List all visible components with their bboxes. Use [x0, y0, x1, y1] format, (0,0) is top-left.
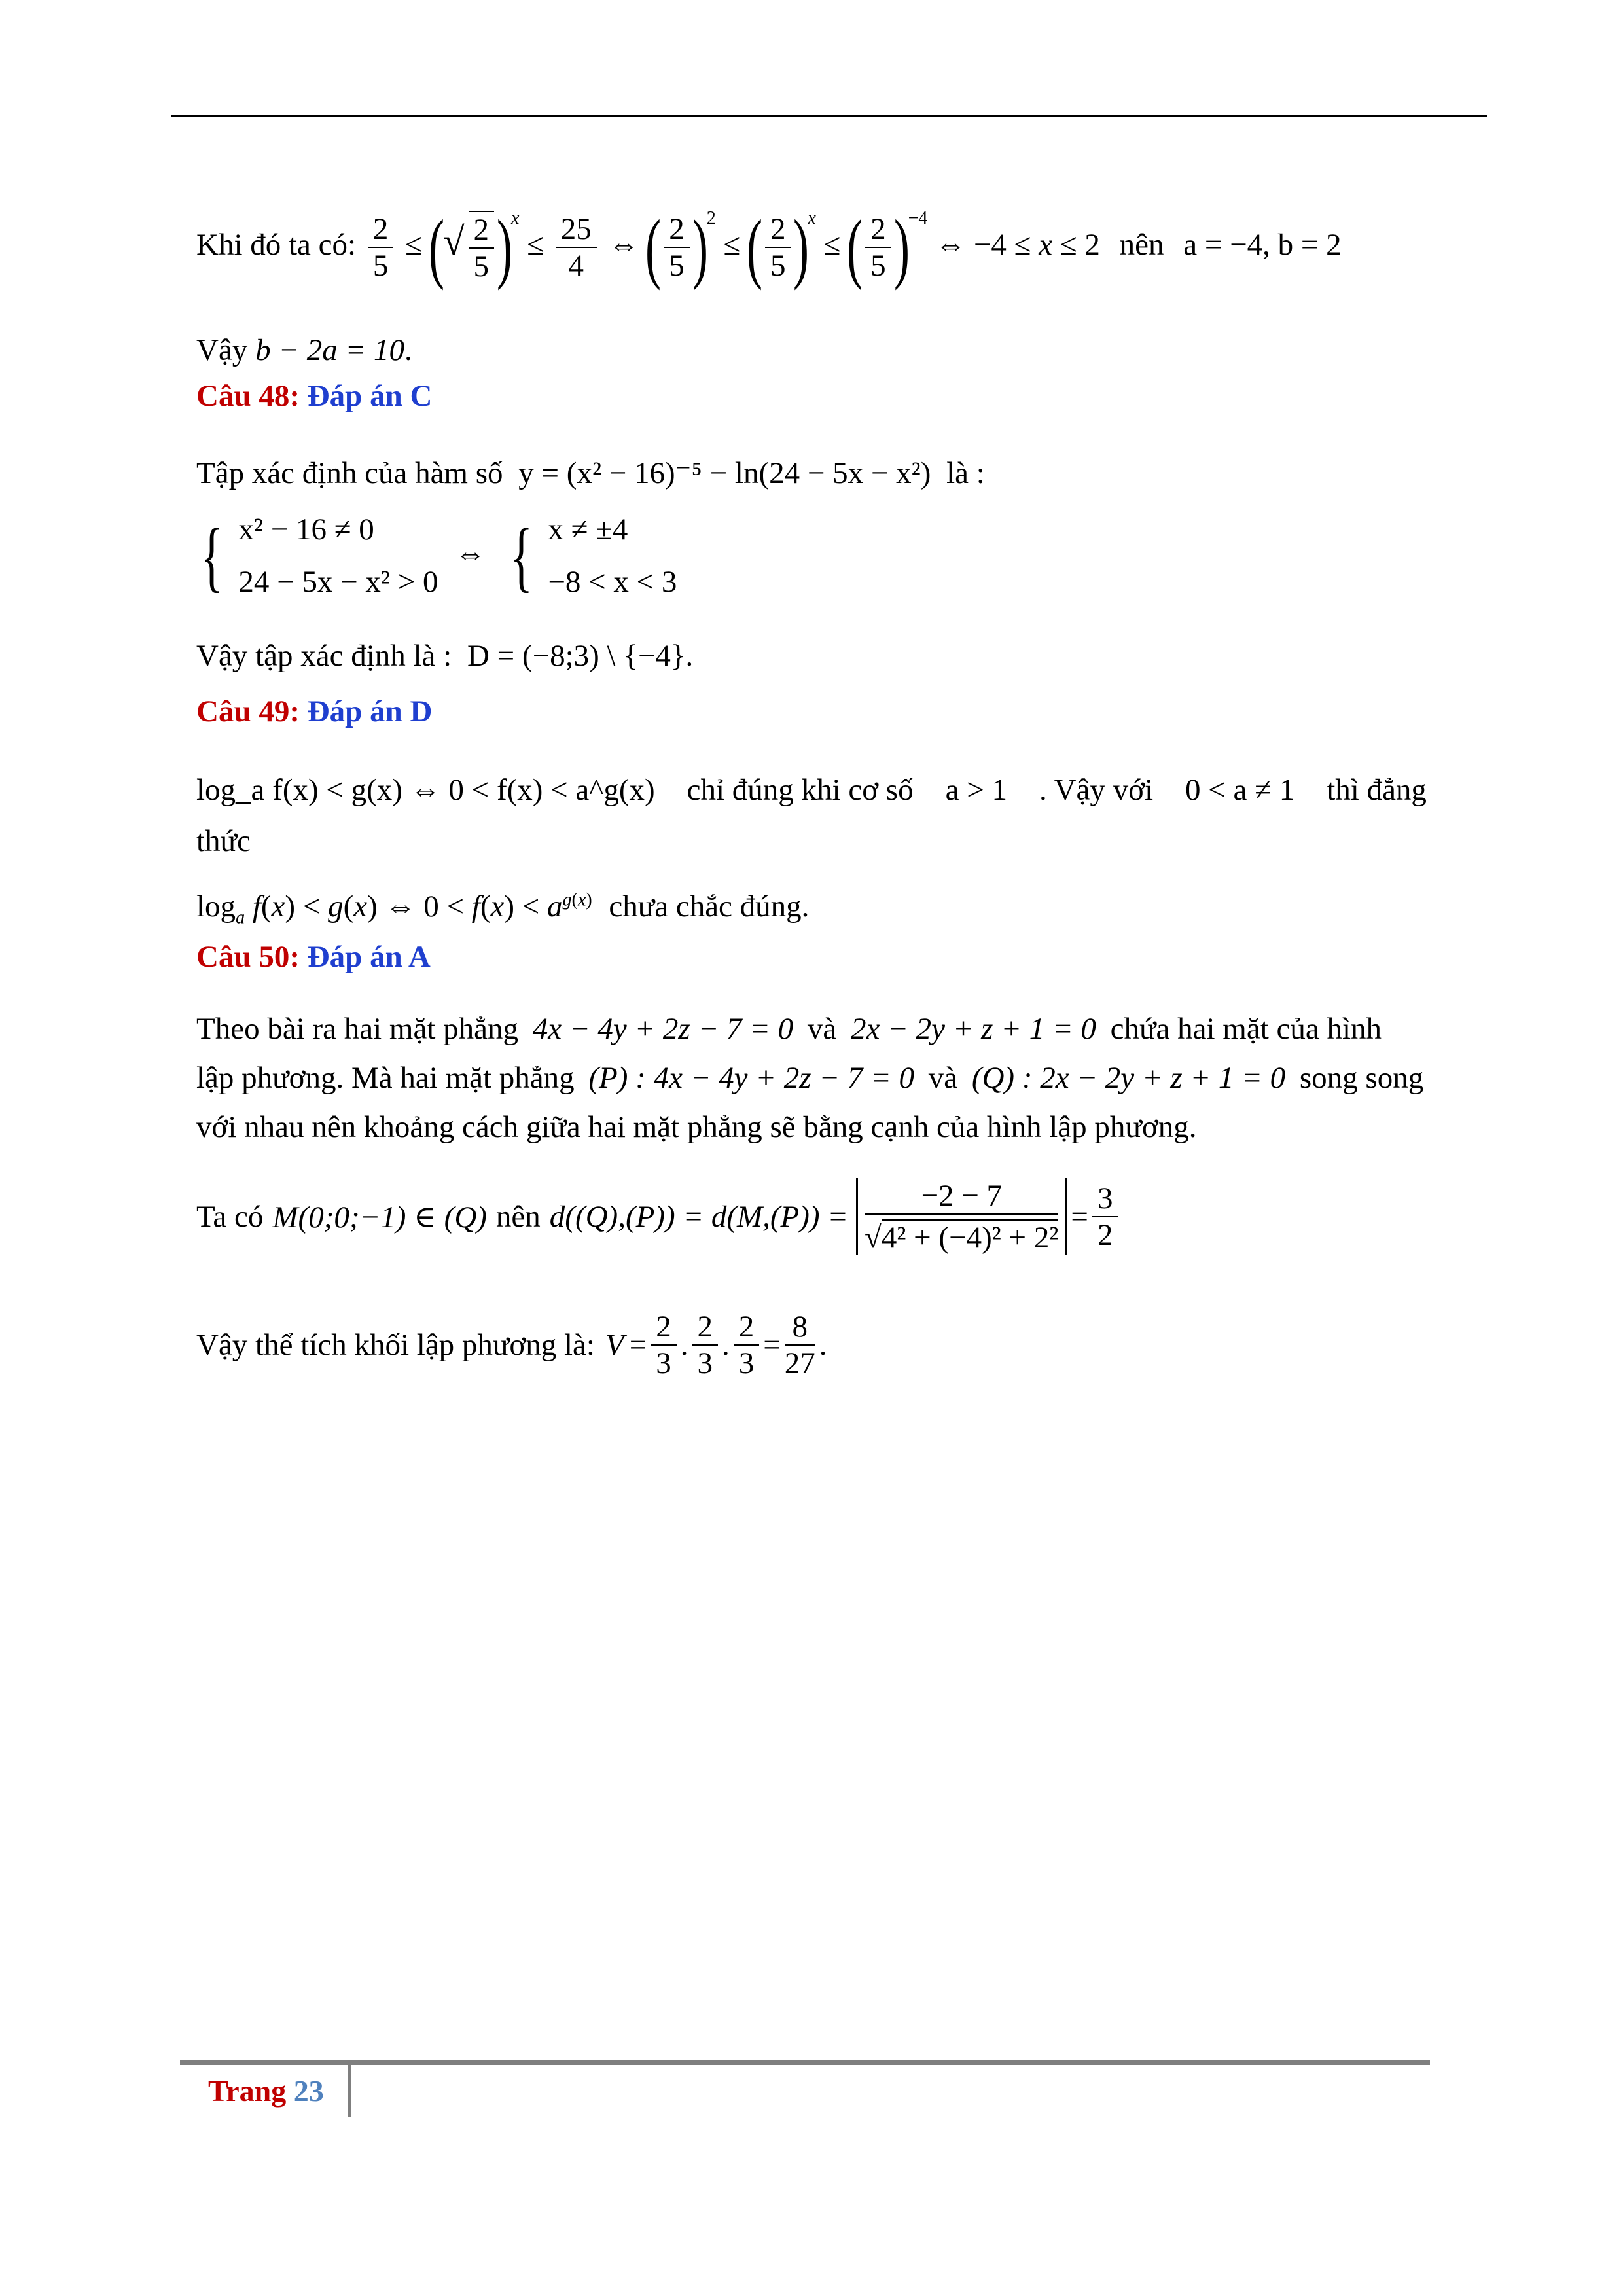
para-distance: Ta có M(0;0;−1) ∈ (Q) nên d((Q),(P)) = d(M,(P)) = $\frac{-2 - 7}{\text{√4² + (−4)² + 2²}}$ = $\frac{3}{2}$	[196, 1178, 1122, 1255]
para-log-3: $\log_a f(x) < g(x)$ ⇔ $0 < f(x) < a^{g(x)}$ chưa chắc đúng.	[196, 889, 810, 928]
question-48-heading: Câu 48: Đáp án C	[196, 379, 433, 413]
question-49-heading: Câu 49: Đáp án D	[196, 694, 433, 728]
footer-rule	[180, 2060, 1430, 2065]
para-domain-intro: Tập xác định của hàm số y = (x² − 16)⁻⁵ − ln(24 − 5x − x²) là :	[196, 456, 985, 490]
para-planes-3: với nhau nên khoảng cách giữa hai mặt phẳng sẽ bằng cạnh của hình lập phương.	[196, 1110, 1197, 1144]
para-planes-2: lập phương. Mà hai mặt phẳng (P) : 4x − 4y + 2z − 7 = 0 và (Q) : 2x − 2y + z + 1 = 0 song song	[196, 1061, 1424, 1095]
page-number: Trang 23	[208, 2074, 324, 2108]
para-log-1: log_a f(x) < g(x) ⇔ 0 < f(x) < a^g(x) chỉ đúng khi cơ số a > 1 . Vậy với 0 < a ≠ 1 thì đẳng	[196, 773, 1427, 807]
equation-system: { x² − 16 ≠ 0 24 − 5x − x² > 0 ⇔ { x ≠ ±4 −8 < x < 3	[200, 512, 677, 600]
log-expr-repeat: $\log_a f(x) < g(x)$ ⇔ $0 < f(x) < a^{g(x)}$	[196, 889, 592, 928]
question-50-heading: Câu 50: Đáp án A	[196, 940, 431, 974]
para-log-2: thức	[196, 824, 251, 858]
para-result-b2a: Vậy b − 2a = 10.	[196, 333, 412, 367]
para-planes-1: Theo bài ra hai mặt phẳng 4x − 4y + 2z − 7 = 0 và 2x − 2y + z + 1 = 0 chứa hai mặt của hình	[196, 1012, 1382, 1046]
para-domain-result: Vậy tập xác định là : D = (−8;3) \ {−4}.	[196, 639, 694, 673]
para-inequality: Khi đó ta có: $\frac{2}{5}$ ≤ (√ $\frac{2}{5}$ )$^x$ ≤ $\frac{25}{4}$ ⇔ ( $\frac{2}{5}$ )$^2$ ≤ ( $\frac{2}{5}$ )$^x$ ≤ ( $\frac{2}{5}$ )$^{-4}$ ⇔ −4 ≤ x ≤ 2 nên a = −4, b = 2	[196, 204, 1342, 291]
header-rule	[171, 115, 1487, 117]
footer-divider	[348, 2065, 351, 2117]
para-volume: Vậy thể tích khối lập phương là: V = $\frac{2}{3}$ . $\frac{2}{3}$ . $\frac{2}{3}$ = $\frac{8}{27}$ .	[196, 1310, 827, 1381]
